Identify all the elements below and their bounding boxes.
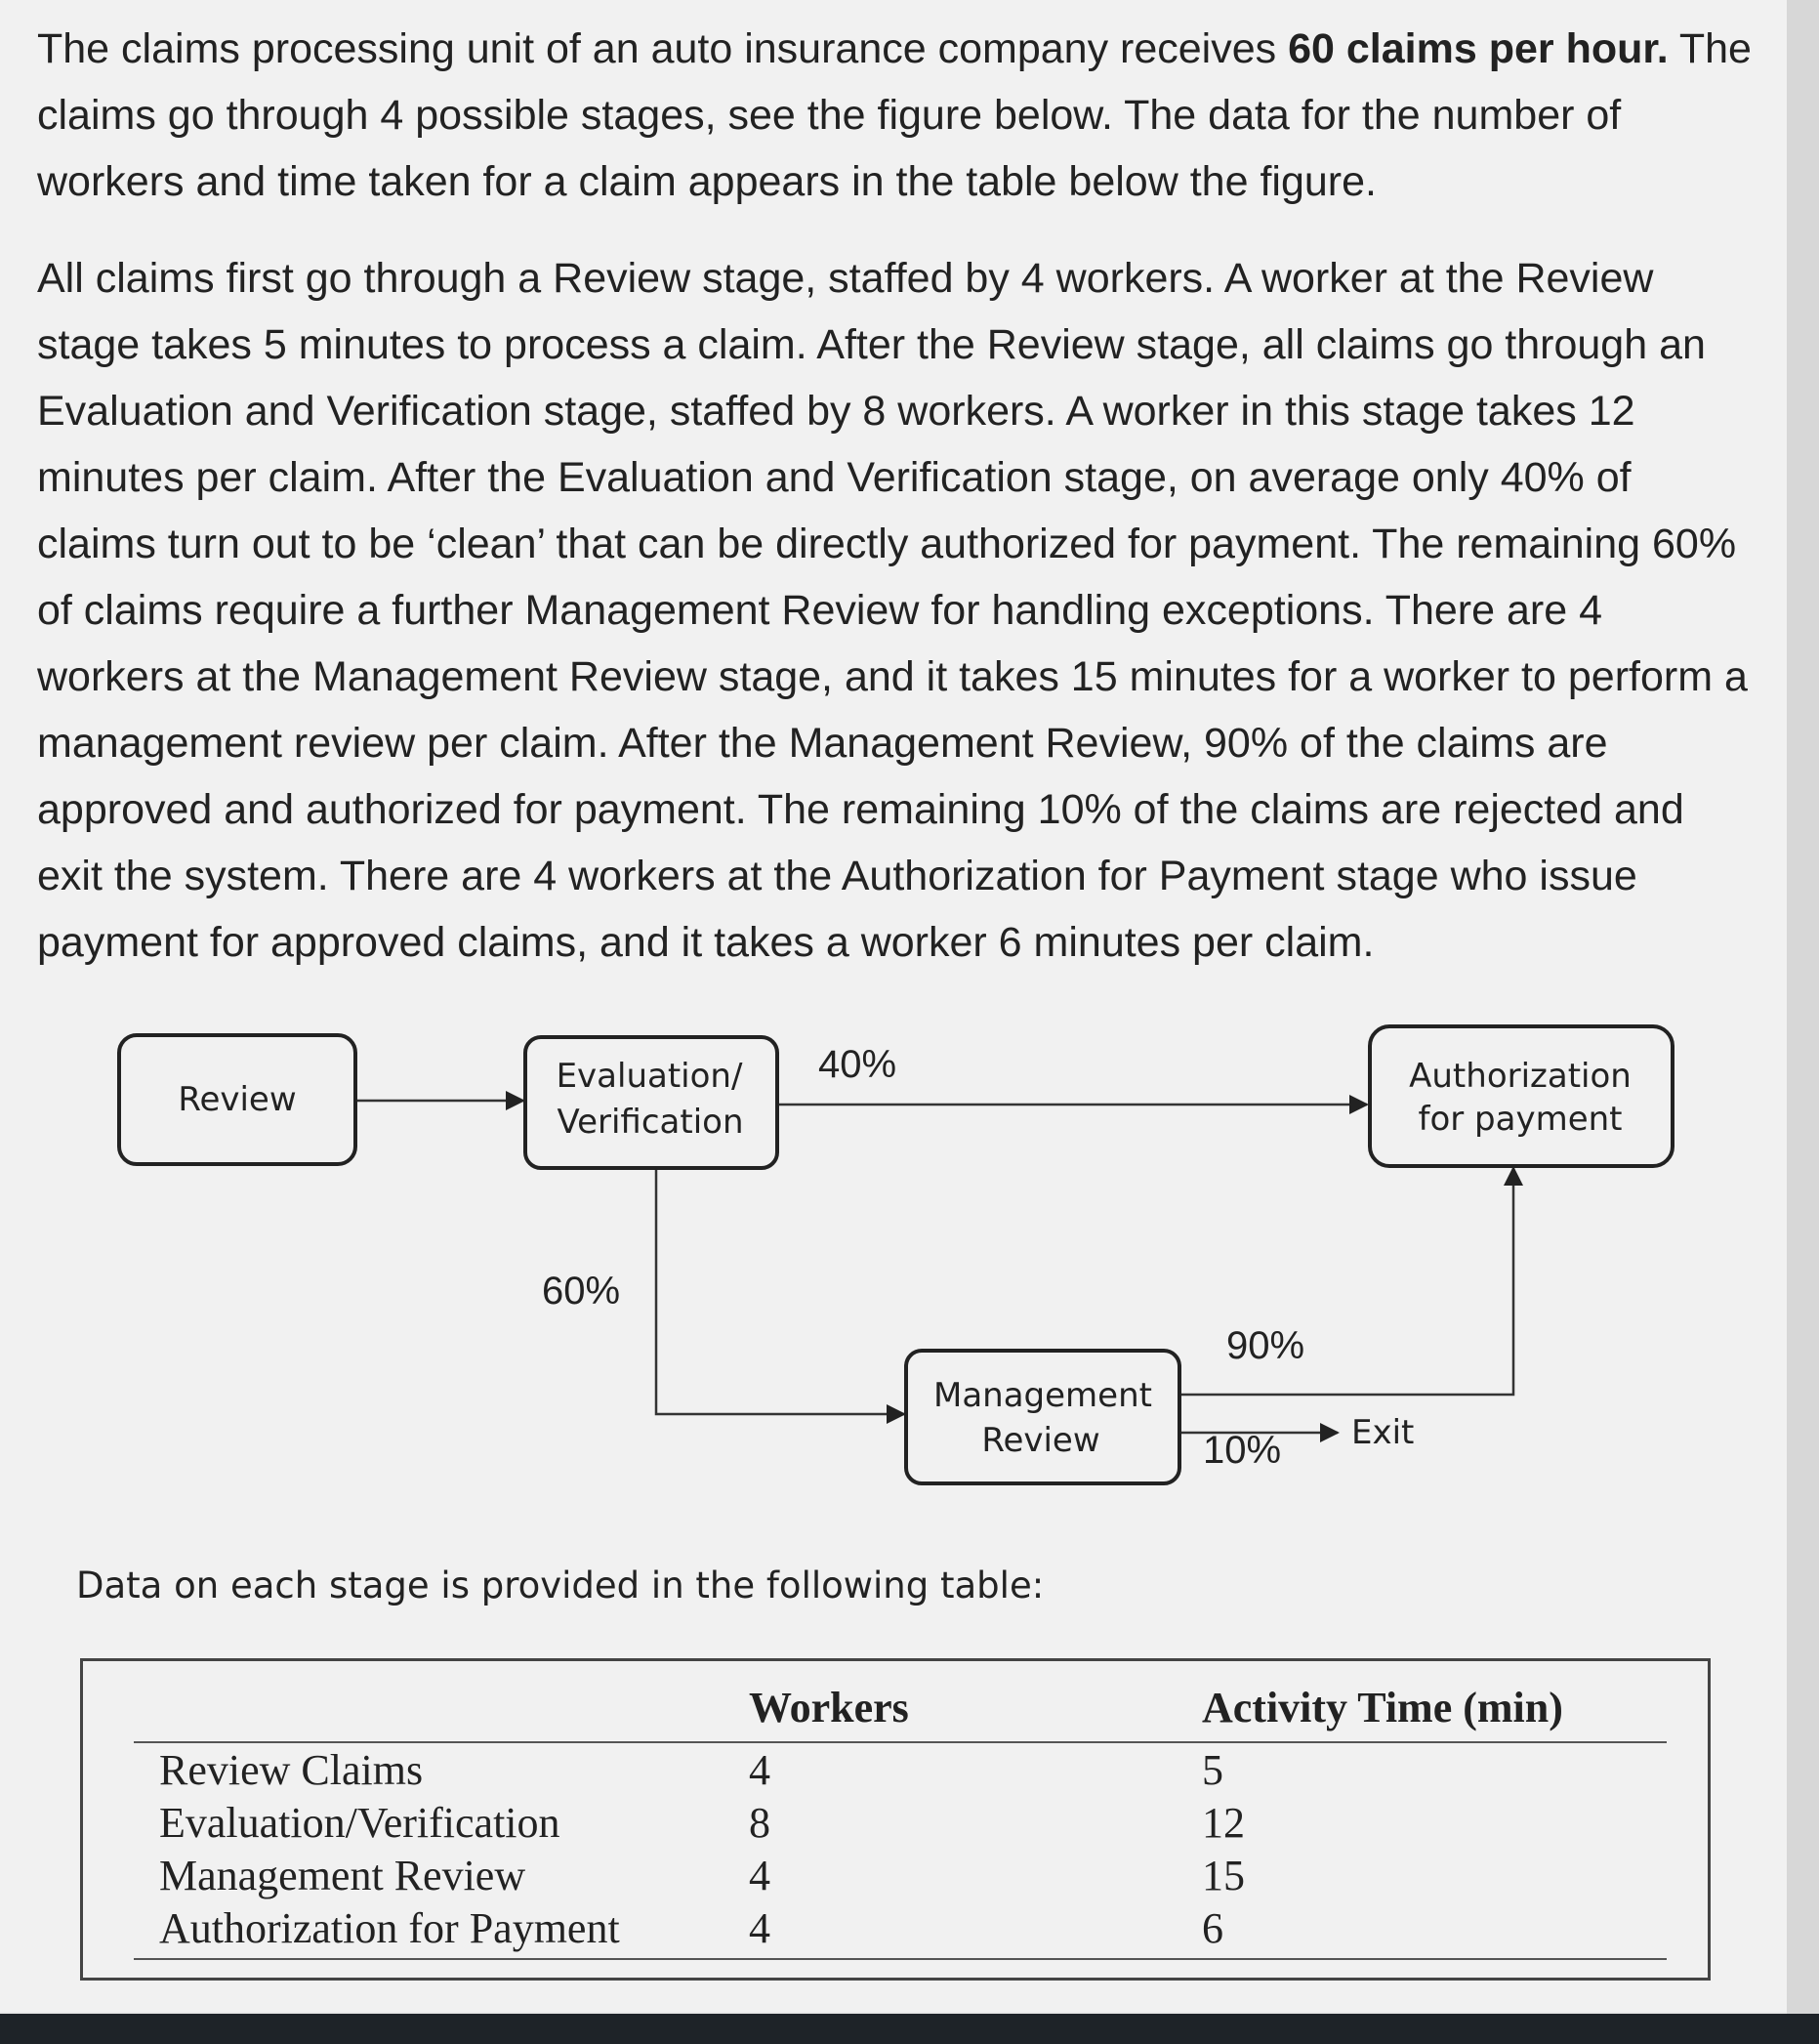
authorization-box [1370,1026,1673,1166]
management-label-line1: Management [933,1376,1152,1415]
activity-time-value: 15 [1202,1851,1245,1899]
table-row [134,1743,1667,1796]
label-40-percent: 40% [818,1043,897,1086]
management-label-line2: Review [981,1421,1100,1460]
screen-edge-right [1787,0,1819,2014]
activity-time-value: 5 [1202,1745,1223,1794]
intro-text-2: The claims go through 4 possible stages, see the figure below. The data for the number of workers and time taken for a claim appears in the table below the figure. [37,25,1752,205]
exit-label: Exit [1351,1413,1415,1452]
workers-value: 8 [749,1798,770,1847]
table-caption: Data on each stage is provided in the following table: [76,1564,1045,1606]
stage-name: Evaluation/Verification [159,1798,560,1847]
table-row [134,1796,1667,1849]
table-row [134,1849,1667,1901]
label-60-percent: 60% [542,1270,621,1313]
activity-time-value: 12 [1202,1798,1245,1847]
table-header-row [134,1673,1667,1743]
screen-edge-bottom [0,2014,1819,2044]
workers-value: 4 [749,1851,770,1899]
intro-paragraph [37,16,1756,215]
header-workers: Workers [749,1683,909,1731]
header-activity-time: Activity Time (min) [1202,1683,1563,1731]
stage-name: Review Claims [159,1745,424,1794]
arrow-evaluation-to-management [656,1170,904,1414]
review-label: Review [178,1080,297,1119]
activity-time-value: 6 [1202,1903,1223,1952]
label-10-percent: 10% [1203,1429,1282,1472]
stage-name: Management Review [159,1851,526,1899]
management-review-box [906,1351,1179,1483]
stage-data-table [80,1658,1711,1981]
description-paragraph: All claims first go through a Review stage, staffed by 4 workers. A worker at the Review stage takes 5 minutes to process a claim. After the Review stage, all claims go through an Evaluation and Verification stage, staffed by 8 workers. A worker in this stage takes 12 minutes per claim. After the Evaluation and Verification stage, on average only 40% of claims turn out to be ‘clean’ that can be directly authorized for payment. The remaining 60% of claims require a further Management Review for handling exceptions. There are 4 workers at the Management Review stage, and it takes 15 minutes for a worker to perform a management review per claim. After the Management Review, 90% of the claims are approved and authorized for payment. The remaining 10% of the claims are rejected and exit the system. There are 4 workers at the Authorization for Payment stage who issue payment for approved claims, and it takes a worker 6 minutes per claim. [37,255,1748,966]
table-row [134,1901,1667,1954]
workers-value: 4 [749,1745,770,1794]
intro-text-1: The claims processing unit of an auto insurance company receives [37,25,1289,72]
authorization-label-line2: for payment [1418,1100,1623,1139]
workers-value: 4 [749,1903,770,1952]
stage-name: Authorization for Payment [159,1903,620,1952]
table-bottom-rule [134,1954,1667,1960]
evaluation-label-line2: Verification [557,1103,744,1142]
intro-bold-rate: 60 claims per hour. [1288,25,1669,72]
authorization-label-line1: Authorization [1409,1057,1632,1096]
evaluation-label-line1: Evaluation/ [556,1057,743,1096]
label-90-percent: 90% [1226,1324,1305,1367]
process-flow-diagram [0,1006,1787,1514]
